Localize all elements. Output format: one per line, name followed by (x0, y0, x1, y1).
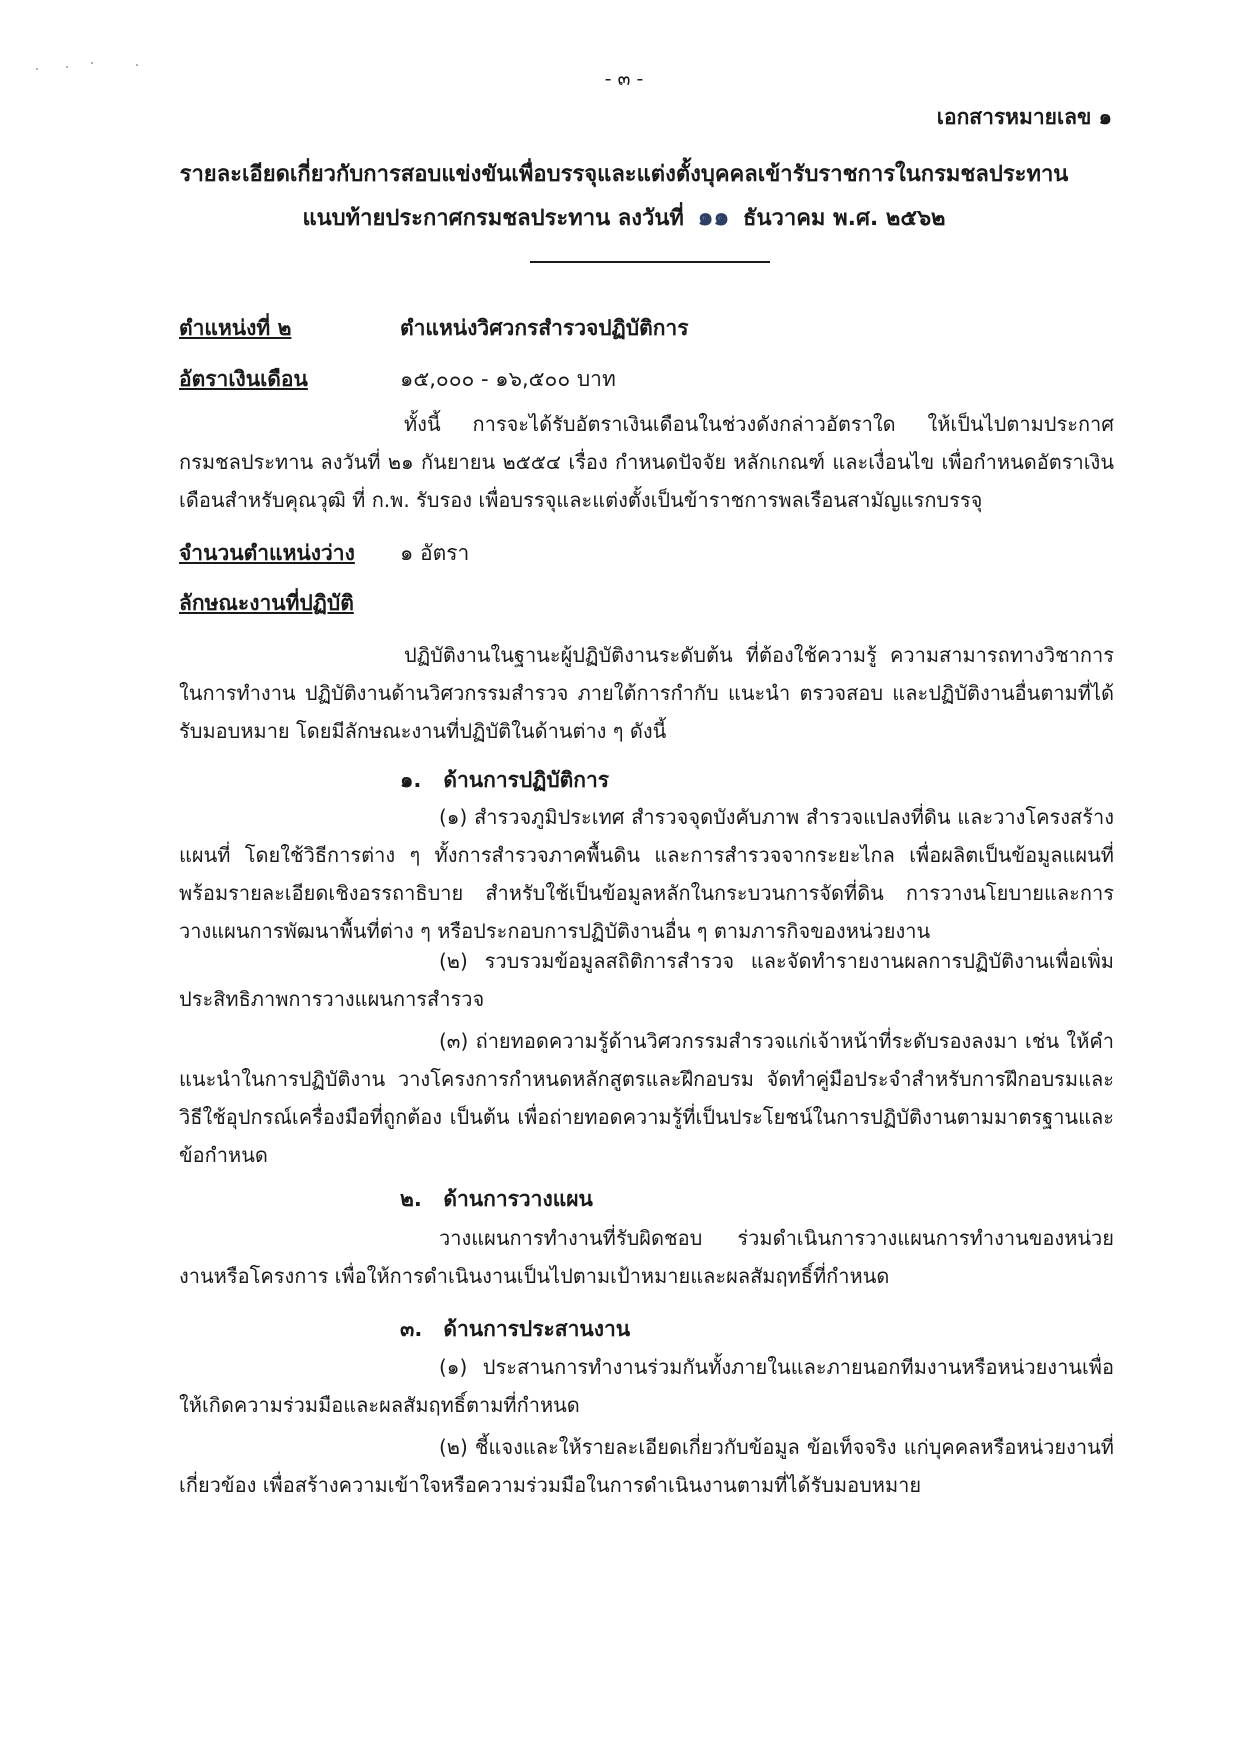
section-1-title: ด้านการปฏิบัติการ (443, 768, 610, 792)
section-1-heading (400, 764, 609, 797)
section-3-title: ด้านการประสานงาน (443, 1317, 631, 1341)
title-line-2-suffix: ธันวาคม พ.ศ. ๒๕๖๒ (743, 206, 946, 231)
section-1-item-1: (๑) สำรวจภูมิประเทศ สำรวจจุดบังคับภาพ สำรวจแปลงที่ดิน และวางโครงสร้างแผนที่ โดยใช้วิธีการต่าง ๆ ทั้งการสำรวจภาคพื้นดิน และการสำรวจจากระยะไกล เพื่อผลิตเป็นข้อมูลแผนที่ พร้อมรายละเอียดเชิงอรรถาธิบาย สำหรับใช้เป็นข้อมูลหลักในกระบวนการจัดที่ดิน การวางนโยบายและการวางแผนการพัฒนาพื้นที่ต่าง ๆ หรือประกอบการปฏิบัติงานอื่น ๆ ตามภารกิจของหน่วยงาน (179, 805, 1114, 943)
section-2-heading (400, 1183, 593, 1216)
section-1-item-3: (๓) ถ่ายทอดความรู้ด้านวิศวกรรมสำรวจแก่เจ้าหน้าที่ระดับรองลงมา เช่น ให้คำแนะนำในการปฏิบัติงาน วางโครงการกำหนดหลักสูตรและฝึกอบรม จัดทำคู่มือประจำสำหรับการฝึกอบรมและวิธีใช้อุปกรณ์เครื่องมือที่ถูกต้อง เป็นต้น เพื่อถ่ายทอดความรู้ที่เป็นประโยชน์ในการปฏิบัติงานตามมาตรฐานและข้อกำหนด (179, 1029, 1114, 1167)
section-1-number: ๑. (400, 768, 422, 792)
salary-value: ๑๕,๐๐๐ - ๑๖,๕๐๐ บาท (400, 367, 616, 391)
vacancy-value: ๑ อัตรา (400, 541, 470, 565)
position-value: ตำแหน่งวิศวกรสำรวจปฏิบัติการ (400, 316, 689, 340)
document-number: เอกสารหมายเลข ๑ (936, 105, 1112, 129)
vacancy-label: จำนวนตำแหน่งว่าง (179, 541, 355, 565)
title-divider (530, 261, 770, 263)
salary-label: อัตราเงินเดือน (179, 367, 308, 391)
section-3-item-2: (๒) ชี้แจงและให้รายละเอียดเกี่ยวกับข้อมูล ข้อเท็จจริง แก่บุคคลหรือหน่วยงานที่เกี่ยวข้อง เพื่อสร้างความเข้าใจหรือความร่วมมือในการดำเนินงานตามที่ได้รับมอบหมาย (179, 1435, 1114, 1497)
section-2-number: ๒. (400, 1187, 422, 1211)
duties-intro: ปฏิบัติงานในฐานะผู้ปฏิบัติงานระดับต้น ที่ต้องใช้ความรู้ ความสามารถทางวิชาการในการทำงาน ปฏิบัติงานด้านวิศวกรรมสำรวจ ภายใต้การกำกับ แนะนำ ตรวจสอบ และปฏิบัติงานอื่นตามที่ได้รับมอบหมาย โดยมีลักษณะงานที่ปฏิบัติในด้านต่าง ๆ ดังนี้ (179, 643, 1114, 743)
page-number: - ๓ - (604, 68, 644, 90)
title-line-2 (0, 197, 1248, 237)
title-line-1: รายละเอียดเกี่ยวกับการสอบแข่งขันเพื่อบรรจุและแต่งตั้งบุคคลเข้ารับราชการในกรมชลประทาน (179, 162, 1069, 187)
handwritten-day: ๑๑ (697, 202, 730, 231)
section-2-text: วางแผนการทำงานที่รับผิดชอบ ร่วมดำเนินการวางแผนการทำงานของหน่วยงานหรือโครงการ เพื่อให้การดำเนินงานเป็นไปตามเป้าหมายและผลสัมฤทธิ์ที่กำหนด (179, 1226, 1114, 1288)
section-3-item-1: (๑) ประสานการทำงานร่วมกันทั้งภายในและภายนอกทีมงานหรือหน่วยงานเพื่อให้เกิดความร่วมมือและผลสัมฤทธิ์ตามที่กำหนด (179, 1355, 1114, 1417)
section-2-title: ด้านการวางแผน (443, 1187, 593, 1211)
duties-label: ลักษณะงานที่ปฏิบัติ (179, 591, 354, 615)
section-3-heading (400, 1313, 630, 1346)
position-label: ตำแหน่งที่ ๒ (179, 316, 292, 340)
section-3-number: ๓. (400, 1317, 423, 1341)
section-1-item-2: (๒) รวบรวมข้อมูลสถิติการสำรวจ และจัดทำรายงานผลการปฏิบัติงานเพื่อเพิ่มประสิทธิภาพการวางแผนการสำรวจ (179, 949, 1114, 1011)
salary-note: ทั้งนี้ การจะได้รับอัตราเงินเดือนในช่วงดังกล่าวอัตราใด ให้เป็นไปตามประกาศกรมชลประทาน ลงวันที่ ๒๑ กันยายน ๒๕๕๔ เรื่อง กำหนดปัจจัย หลักเกณฑ์ และเงื่อนไข เพื่อกำหนดอัตราเงินเดือนสำหรับคุณวุฒิ ที่ ก.พ. รับรอง เพื่อบรรจุและแต่งตั้งเป็นข้าราชการพลเรือนสามัญแรกบรรจุ (179, 412, 1114, 512)
title-line-2-prefix: แนบท้ายประกาศกรมชลประทาน ลงวันที่ (302, 206, 684, 231)
